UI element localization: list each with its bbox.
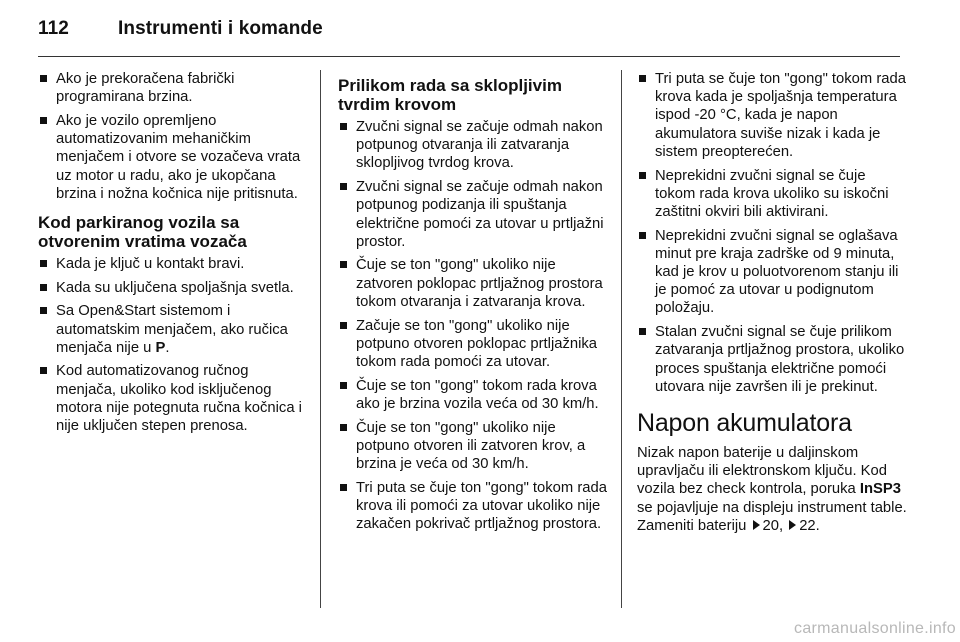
list-item: Čuje se ton "gong" ukoliko nije potpuno otvoren ili zatvoren krov, a brzina je veća od 30 km/h. [338,419,610,474]
list-item: Neprekidni zvučni signal se oglašava minut pre kraja zadrške od 9 minuta, kad je krov u poluotvorenom stanju ili je pomoć za utovar u podignutom položaju. [637,227,907,318]
square-bullet-icon [40,117,47,124]
list-item: Zvučni signal se začuje odmah nakon potpunog podizanja ili spuštanja električne pomoći za utovar u prtljažni prostor. [338,178,610,251]
list-item: Začuje se ton "gong" ukoliko nije potpuno otvoren poklopac prtljažnika tokom rada pomoći za utovar. [338,317,610,372]
square-bullet-icon [340,261,347,268]
list-item: Neprekidni zvučni signal se čuje tokom rada krova ukoliko su iskočni zaštitni okviri bili aktivirani. [637,167,907,222]
square-bullet-icon [40,367,47,374]
list-item: Tri puta se čuje ton "gong" tokom rada krova kada je spoljašnja temperatura ispod -20 °C, kada je napon akumulatora suviše nizak i kada je sistem preopterećen. [637,70,907,161]
square-bullet-icon [40,284,47,291]
list-item: Ako je vozilo opremljeno automatizovanim mehaničkim menjačem i otvore se vozačeva vrata uz motor u radu, ako je ukopčana brzina i nožna kočnica nije pritisnuta. [38,112,308,203]
list-item: Sa Open&Start sistemom i automatskim menjačem, ako ručica menjača nije u P. [38,302,308,357]
page-number: 112 [38,18,69,39]
gear-position-p: P [155,339,166,356]
list-item: Zvučni signal se začuje odmah nakon potpunog otvaranja ili zatvaranja sklopljivog tvrdog krova. [338,118,610,173]
square-bullet-icon [340,484,347,491]
watermark: carmanualsonline.info [794,620,956,637]
bullet-list [338,118,610,533]
square-bullet-icon [40,307,47,314]
list-item: Čuje se ton "gong" ukoliko nije zatvoren poklopac prtljažnog prostora tokom otvaranja i zatvaranja krova. [338,256,610,311]
column-middle [338,70,610,608]
list-item: Čuje se ton "gong" tokom rada krova ako je brzina vozila veća od 30 km/h. [338,377,610,413]
page-title: Instrumenti i komande [118,18,323,39]
list-item: Tri puta se čuje ton "gong" tokom rada krova ili pomoći za utovar ukoliko nije zakačen pokrivač prtljažnog prostora. [338,479,610,534]
square-bullet-icon [639,232,646,239]
battery-paragraph: Nizak napon baterije u daljinskom upravljaču ili elektronskom ključu. Kod vozila bez check kontrola, poruka InSP3 se pojavljuje na displeju instrument table. Zameniti bateriju 20, 22. [637,444,907,534]
page-reference-link[interactable]: 22 [799,517,816,534]
page-reference-icon [753,520,760,530]
list-item: Kada je ključ u kontakt bravi. [38,255,308,273]
subheading-folding-roof: Prilikom rada sa sklopljivim tvrdim krovom [338,76,562,114]
square-bullet-icon [340,322,347,329]
square-bullet-icon [340,123,347,130]
square-bullet-icon [340,382,347,389]
message-code: InSP3 [859,481,902,498]
column-divider-1 [320,70,321,608]
column-right [637,70,907,608]
page-reference-icon [789,520,796,530]
square-bullet-icon [639,328,646,335]
square-bullet-icon [639,75,646,82]
subheading-parked-vehicle: Kod parkiranog vozila sa otvorenim vratima vozača [38,212,247,251]
list-item: Stalan zvučni signal se čuje prilikom zatvaranja prtljažnog prostora, ukoliko proces spuštanja električne pomoći utovara nije završen ili je prekinut. [637,323,907,396]
bullet-list [38,70,308,203]
list-item: Ako je prekoračena fabrički programirana brzina. [38,70,308,106]
square-bullet-icon [639,172,646,179]
square-bullet-icon [340,183,347,190]
column-divider-2 [621,70,622,608]
header-divider [38,56,900,57]
bullet-list [38,255,308,435]
square-bullet-icon [340,424,347,431]
section-title-battery: Napon akumulatora [637,408,852,437]
page-header [38,18,323,48]
page-reference-link[interactable]: 20 [762,517,779,534]
square-bullet-icon [40,75,47,82]
column-left [38,70,308,608]
square-bullet-icon [40,260,47,267]
bullet-list [637,70,907,396]
list-item: Kod automatizovanog ručnog menjača, ukoliko kod isključenog motora nije potegnuta ručna kočnica i nije uključen stepen prenosa. [38,362,308,435]
list-item: Kada su uključena spoljašnja svetla. [38,279,308,297]
